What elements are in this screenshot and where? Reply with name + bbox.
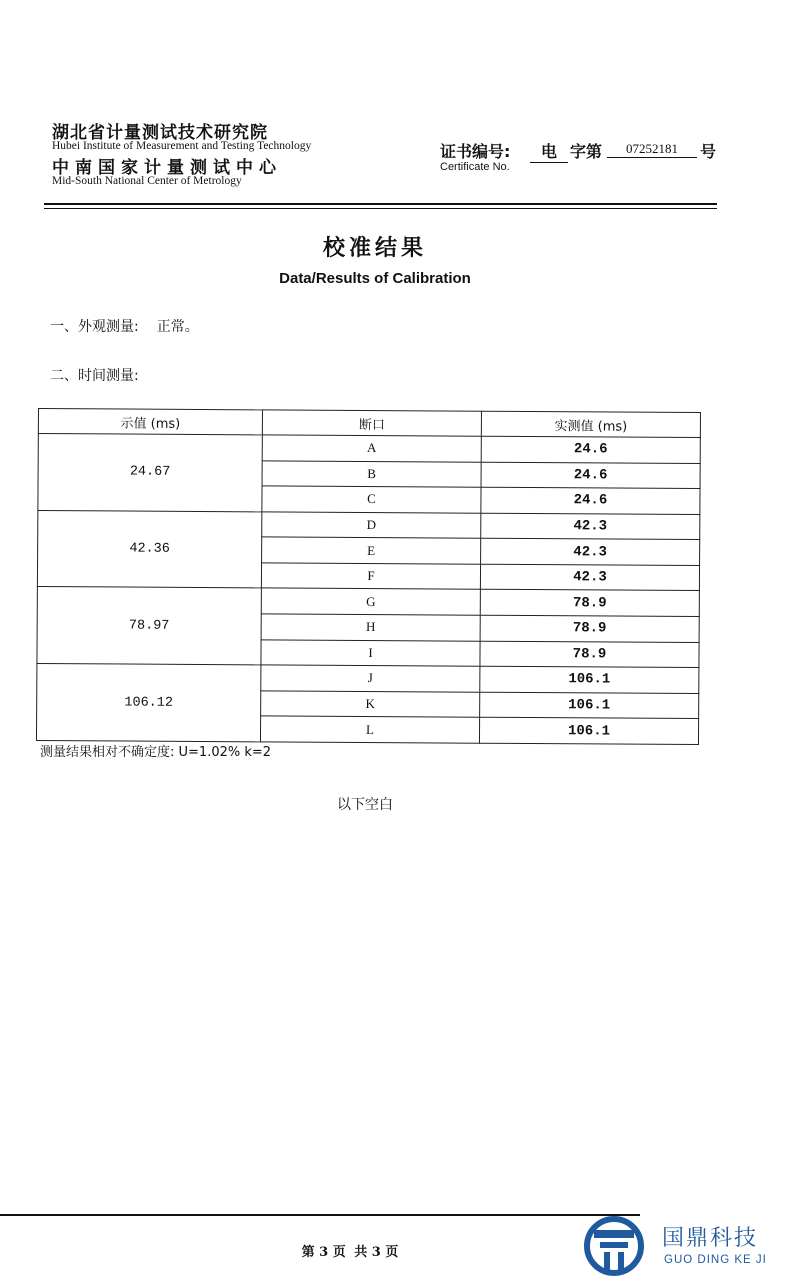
table-row: [38, 510, 700, 540]
certificate-number: 07252181: [607, 141, 697, 158]
calibration-table: [36, 408, 701, 745]
page-title: 校准结果: [322, 236, 427, 261]
measured-value: 78.9: [480, 590, 699, 617]
measured-value: 106.1: [480, 692, 699, 719]
port-label: K: [261, 691, 480, 718]
measured-value: 78.9: [480, 641, 699, 668]
institute-name-en: Hubei Institute of Measurement and Testing Technology: [52, 140, 312, 152]
measured-value: 42.3: [481, 539, 700, 566]
measured-value: 24.6: [481, 436, 700, 463]
nominal-value: 106.12: [36, 664, 260, 742]
header-divider-thin: [44, 208, 717, 209]
measured-value: 78.9: [480, 615, 699, 642]
certificate-word: 字第: [570, 142, 603, 161]
appearance-value: 正常。: [156, 319, 199, 335]
table-row: [37, 664, 699, 694]
measured-value: 42.3: [480, 564, 699, 591]
nominal-value: 78.97: [37, 587, 261, 665]
page-total: 共 3 页: [354, 1245, 399, 1260]
port-label: D: [262, 512, 481, 539]
page-title-en: Data/Results of Calibration: [279, 270, 471, 287]
center-name-cn: 中南国家计量测试中心: [52, 158, 282, 178]
measured-value: 106.1: [480, 666, 699, 693]
port-label: B: [262, 460, 481, 487]
certificate-suffix: 号: [700, 142, 717, 161]
uncertainty-note: 测量结果相对不确定度: U=1.02% k=2: [40, 745, 272, 760]
institute-name-cn: 湖北省计量测试技术研究院: [52, 123, 268, 143]
port-label: J: [261, 665, 480, 692]
table-row: [37, 587, 699, 617]
table-row: [38, 434, 700, 464]
guoding-logo-svg: [582, 1214, 646, 1278]
header-nominal: 示值 (ms): [38, 409, 262, 435]
blank-note: 以下空白: [337, 797, 393, 813]
nominal-value: 24.67: [38, 434, 262, 512]
brand-name-cn: 国鼎科技: [662, 1226, 759, 1251]
port-label: C: [262, 486, 481, 513]
header-divider-thick: [44, 203, 717, 205]
certificate-label-en: Certificate No.: [440, 161, 510, 173]
footer-divider: [0, 1214, 640, 1216]
appearance-section: [50, 316, 199, 336]
measured-value: 24.6: [481, 487, 700, 514]
appearance-label: 一、外观测量:: [50, 319, 139, 335]
port-label: F: [261, 563, 480, 590]
certificate-label: 证书编号:: [440, 142, 511, 161]
time-section-label: 二、时间测量:: [50, 368, 139, 384]
port-label: L: [260, 716, 479, 743]
guoding-logo-icon: [582, 1214, 646, 1282]
header-measured: 实测值 (ms): [481, 411, 700, 437]
brand-name-en: GUO DING KE JI: [664, 1254, 767, 1266]
nominal-value: 42.36: [37, 510, 261, 588]
measured-value: 42.3: [481, 513, 700, 540]
port-label: G: [261, 588, 480, 615]
port-label: E: [262, 537, 481, 564]
page-current: 第 3 页: [301, 1245, 346, 1260]
center-name-en: Mid-South National Center of Metrology: [52, 175, 242, 187]
certificate-type: 电: [530, 139, 568, 163]
port-label: A: [262, 435, 481, 462]
port-label: H: [261, 614, 480, 641]
header-port: 断口: [262, 410, 481, 436]
measured-value: 106.1: [479, 718, 698, 745]
port-label: I: [261, 639, 480, 666]
measured-value: 24.6: [481, 462, 700, 489]
